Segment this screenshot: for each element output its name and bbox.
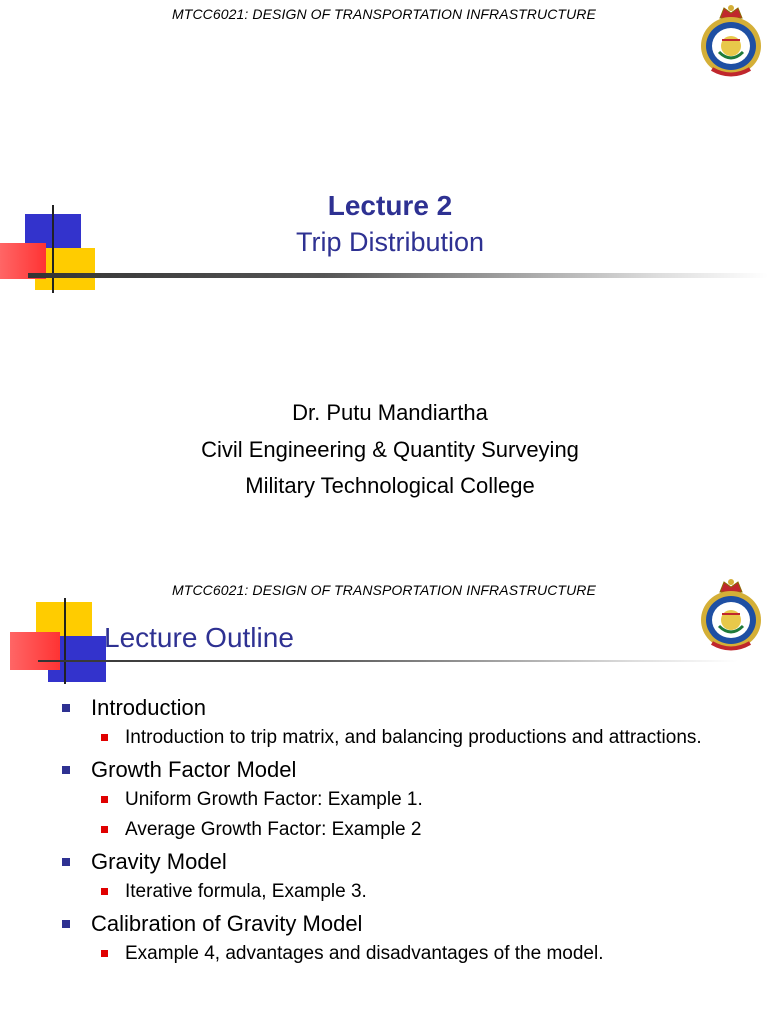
- outline-item: [58, 756, 738, 842]
- outline-subitem: Example 4, advantages and disadvantages of the model.: [91, 942, 738, 966]
- outline-item-label: Gravity Model: [91, 849, 227, 874]
- author-name: Dr. Putu Mandiartha: [292, 400, 488, 425]
- outline-sublist: [91, 880, 738, 904]
- outline-subitem: Average Growth Factor: Example 2: [91, 818, 738, 842]
- institution-name: Military Technological College: [245, 473, 535, 498]
- outline-item-label: Calibration of Gravity Model: [91, 911, 363, 936]
- outline-subitem: Iterative formula, Example 3.: [91, 880, 738, 904]
- title-divider: [38, 660, 738, 662]
- department-name: Civil Engineering & Quantity Surveying: [201, 437, 579, 462]
- lecture-subtitle: Trip Distribution: [295, 227, 485, 257]
- college-emblem-icon: [698, 576, 764, 654]
- outline-item: [58, 694, 738, 750]
- course-header: MTCC6021: DESIGN OF TRANSPORTATION INFRASTRUCTURE: [172, 582, 596, 598]
- outline-slide: [0, 512, 768, 1024]
- outline-sublist: [91, 726, 738, 750]
- deco-vertical-line: [64, 598, 66, 684]
- outline-subitem: Uniform Growth Factor: Example 1.: [91, 788, 738, 812]
- outline-title: Lecture Outline: [104, 622, 294, 653]
- lecture-title: Lecture 2: [327, 190, 453, 221]
- outline-sublist: [91, 942, 738, 966]
- outline-sublist: [91, 788, 738, 842]
- outline-item-label: Growth Factor Model: [91, 757, 297, 782]
- course-header: MTCC6021: DESIGN OF TRANSPORTATION INFRASTRUCTURE: [172, 6, 596, 22]
- college-emblem-icon: [698, 2, 764, 80]
- deco-block-red: [10, 632, 60, 670]
- outline-item-label: Introduction: [91, 695, 206, 720]
- outline-list: [58, 694, 738, 972]
- outline-item: [58, 848, 738, 904]
- outline-item: [58, 910, 738, 966]
- title-divider: [28, 273, 768, 278]
- outline-subitem: Introduction to trip matrix, and balancing productions and attractions.: [91, 726, 738, 750]
